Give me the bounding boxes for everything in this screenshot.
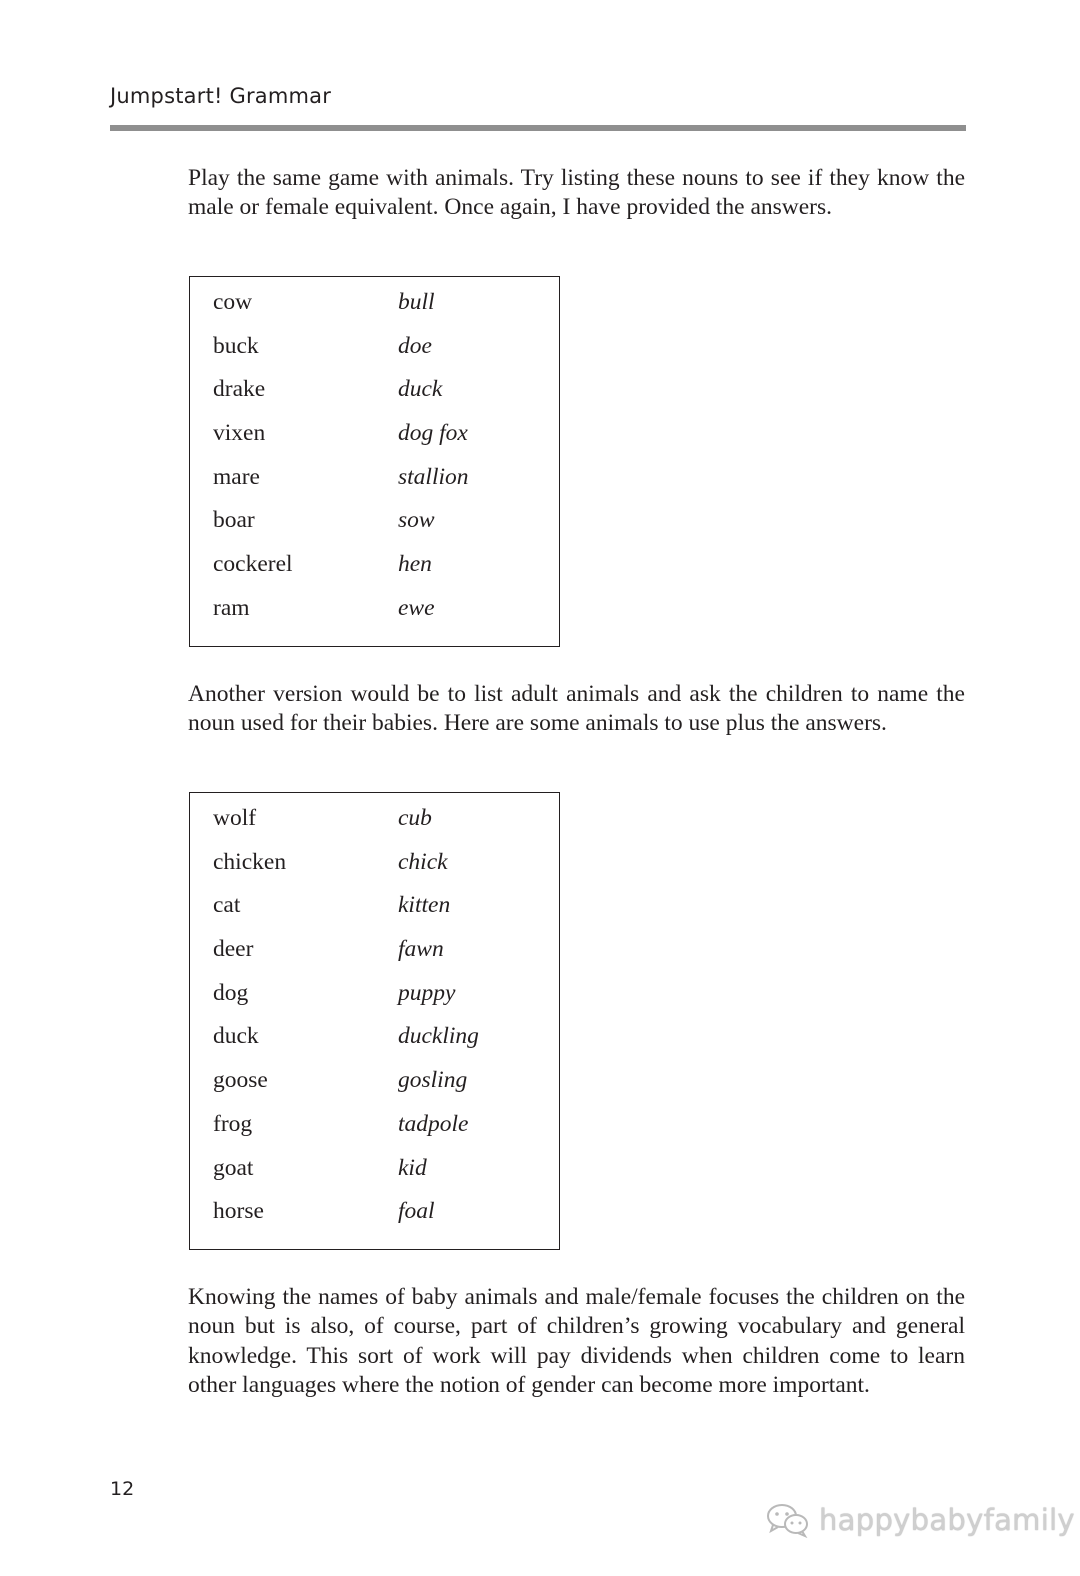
answer: chick bbox=[398, 848, 448, 875]
list-item bbox=[190, 1155, 559, 1199]
answer: hen bbox=[398, 551, 432, 578]
noun: goat bbox=[213, 1154, 254, 1181]
answer: bull bbox=[398, 289, 435, 315]
noun: drake bbox=[213, 376, 266, 403]
noun: dog bbox=[213, 979, 249, 1006]
list-item bbox=[190, 464, 559, 508]
answer: puppy bbox=[398, 979, 456, 1006]
noun: cat bbox=[213, 892, 241, 919]
noun: cow bbox=[213, 289, 253, 315]
noun: buck bbox=[213, 332, 259, 359]
noun: cockerel bbox=[213, 551, 293, 578]
noun: boar bbox=[213, 507, 255, 534]
list-item bbox=[190, 805, 559, 849]
list-item bbox=[190, 376, 559, 420]
answer: kitten bbox=[398, 892, 451, 919]
closing-paragraph: Knowing the names of baby animals and male/female focuses the children on the noun but is also, of course, part of children’s growing vocabulary and general knowledge. This sort of work will pay dividends when children come to learn other languages where the notion of gender can become more important. bbox=[188, 1284, 965, 1398]
noun: vixen bbox=[213, 420, 266, 447]
header-rule bbox=[110, 125, 966, 131]
intro-paragraph: Play the same game with animals. Try listing these nouns to see if they know the male or female equivalent. Once again, I have provided the answers. bbox=[188, 165, 965, 221]
noun: mare bbox=[213, 463, 260, 490]
answer: sow bbox=[398, 507, 435, 534]
list-item bbox=[190, 551, 559, 595]
noun: duck bbox=[213, 1023, 259, 1050]
page-number: 12 bbox=[110, 1478, 135, 1500]
middle-paragraph: Another version would be to list adult animals and ask the children to name the noun used for their babies. Here are some animals to use plus the answers. bbox=[188, 681, 965, 737]
wechat-icon bbox=[765, 1502, 811, 1538]
noun: horse bbox=[213, 1198, 264, 1225]
noun: chicken bbox=[213, 848, 287, 875]
answer: fawn bbox=[398, 936, 444, 963]
noun: ram bbox=[213, 594, 250, 621]
noun: frog bbox=[213, 1110, 253, 1137]
list-item bbox=[190, 980, 559, 1024]
answer: foal bbox=[398, 1198, 435, 1225]
list-item bbox=[190, 1067, 559, 1111]
gender-pairs-box bbox=[189, 276, 560, 647]
list-item bbox=[190, 333, 559, 377]
answer: cub bbox=[398, 805, 432, 831]
answer: duck bbox=[398, 376, 443, 403]
baby-animals-box bbox=[189, 792, 560, 1250]
answer: tadpole bbox=[398, 1110, 469, 1137]
list-item bbox=[190, 936, 559, 980]
answer: kid bbox=[398, 1154, 427, 1181]
list-item bbox=[190, 1023, 559, 1067]
answer: doe bbox=[398, 332, 432, 359]
noun: deer bbox=[213, 936, 254, 963]
running-head: Jumpstart! Grammar bbox=[110, 84, 332, 108]
list-item bbox=[190, 595, 559, 639]
answer: stallion bbox=[398, 463, 469, 490]
list-item bbox=[190, 289, 559, 333]
watermark-text: happybabyfamily bbox=[819, 1503, 1075, 1537]
watermark bbox=[765, 1500, 1075, 1540]
answer: duckling bbox=[398, 1023, 479, 1050]
answer: gosling bbox=[398, 1067, 468, 1094]
list-item bbox=[190, 507, 559, 551]
list-item bbox=[190, 849, 559, 893]
list-item bbox=[190, 892, 559, 936]
list-item bbox=[190, 1198, 559, 1242]
list-item bbox=[190, 1111, 559, 1155]
answer: dog fox bbox=[398, 420, 468, 447]
list-item bbox=[190, 420, 559, 464]
noun: wolf bbox=[213, 805, 257, 831]
noun: goose bbox=[213, 1067, 268, 1094]
answer: ewe bbox=[398, 594, 435, 621]
